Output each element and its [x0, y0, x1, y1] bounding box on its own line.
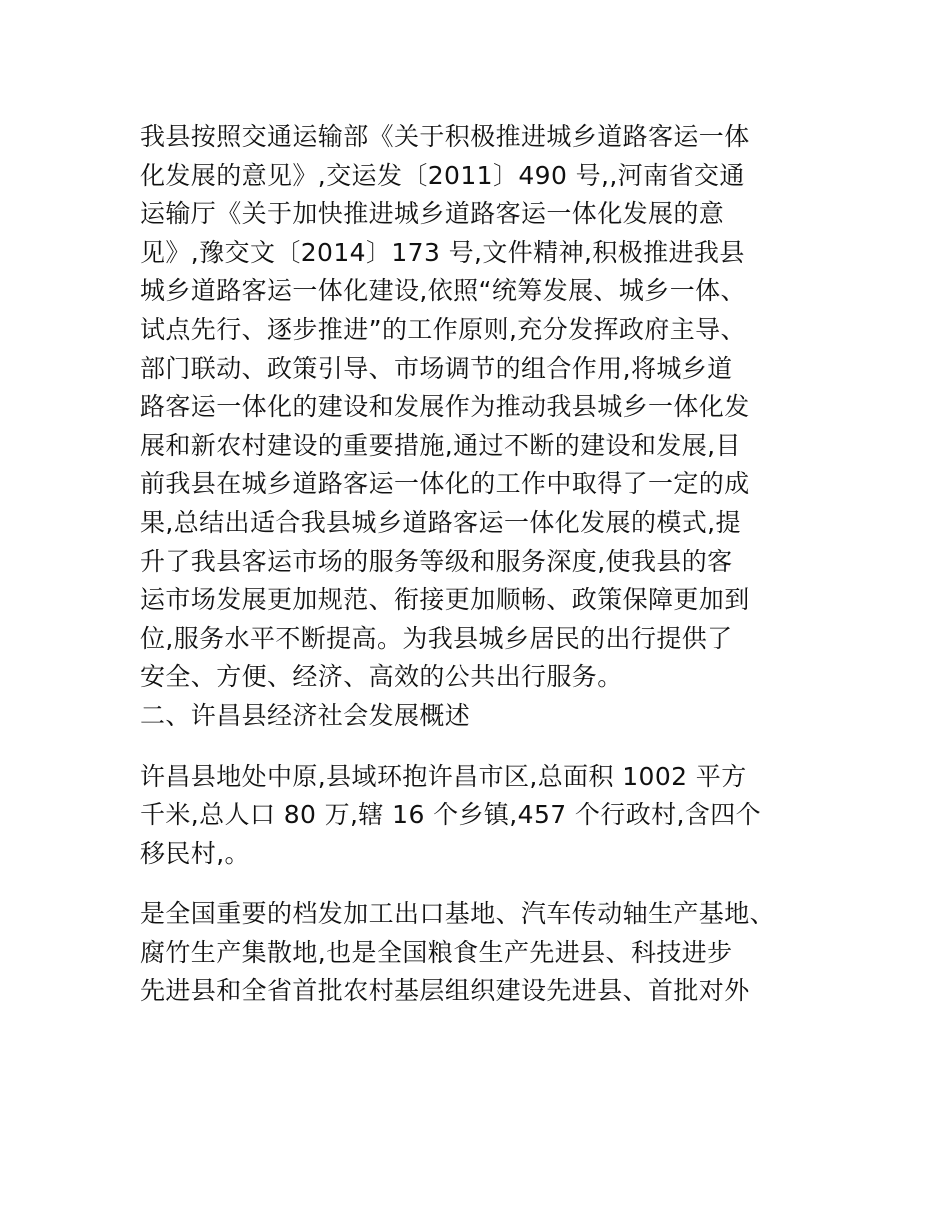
text-line: 见》,豫交文〔2014〕173 号,文件精神,积极推进我县 [140, 237, 745, 267]
text-line: 先进县和全省首批农村基层组织建设先进县、首批对外 [140, 976, 750, 1006]
text-line: 路客运一体化的建设和发展作为推动我县城乡一体化发 [140, 392, 750, 422]
text-line: 城乡道路客运一体化建设,依照“统筹发展、城乡一体、 [140, 276, 746, 306]
text-line: 试点先行、逐步推进”的工作原则,充分发挥政府主导、 [140, 314, 746, 344]
paragraph-overview [140, 758, 830, 874]
text-line: 展和新农村建设的重要措施,通过不断的建设和发展,目 [140, 430, 741, 460]
paragraph-industry [140, 895, 830, 1011]
text-line: 运输厅《关于加快推进城乡道路客运一体化发展的意 [140, 199, 725, 229]
text-line: 是全国重要的档发加工出口基地、汽车传动轴生产基地、 [140, 899, 776, 929]
text-line: 腐竹生产集散地,也是全国粮食生产先进县、科技进步 [140, 937, 733, 967]
section-heading: 二、许昌县经济社会发展概述 [140, 700, 471, 730]
text-line: 运市场发展更加规范、衔接更加顺畅、政策保障更加到 [140, 585, 750, 615]
text-line: 部门联动、政策引导、市场调节的组合作用,将城乡道 [140, 353, 733, 383]
text-line: 位,服务水平不断提高。为我县城乡居民的出行提供了 [140, 623, 733, 653]
text-line: 果,总结出适合我县城乡道路客运一体化发展的模式,提 [140, 507, 741, 537]
text-line: 前我县在城乡道路客运一体化的工作中取得了一定的成 [140, 469, 750, 499]
text-line: 化发展的意见》,交运发〔2011〕490 号,,河南省交通 [140, 160, 745, 190]
text-line: 移民村,。 [140, 838, 250, 868]
text-line: 千米,总人口 80 万,辖 16 个乡镇,457 个行政村,含四个 [140, 800, 762, 830]
text-line: 升了我县客运市场的服务等级和服务深度,使我县的客 [140, 546, 733, 576]
text-line: 许昌县地处中原,县域环抱许昌市区,总面积 1002 平方 [140, 761, 747, 791]
paragraph-intro [140, 118, 830, 697]
document-body [140, 118, 830, 1011]
text-line: 我县按照交通运输部《关于积极推进城乡道路客运一体 [140, 122, 750, 151]
text-line: 安全、方便、经济、高效的公共出行服务。 [140, 662, 623, 692]
